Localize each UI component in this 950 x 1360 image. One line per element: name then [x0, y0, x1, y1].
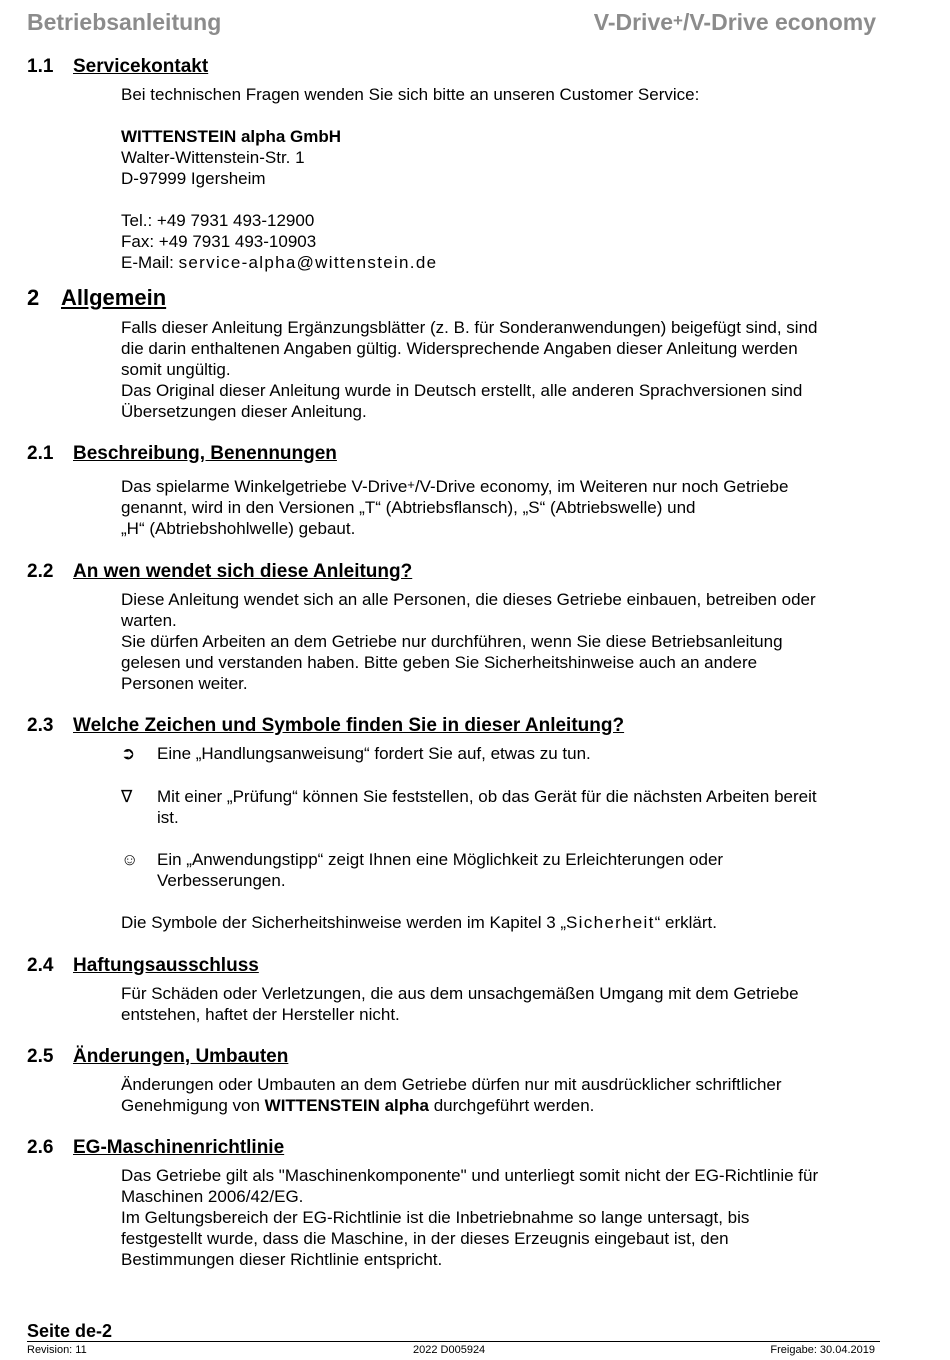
text-run: /V-Drive economy, im Weiteren nur noch Getriebe: [414, 477, 789, 496]
company-tel: Tel.: +49 7931 493-12900: [121, 211, 315, 230]
revision-label: Revision: 11: [27, 1344, 87, 1356]
product-name-post: /V-Drive economy: [682, 9, 876, 35]
product-name: [594, 8, 876, 36]
section-title: Servicekontakt: [73, 56, 209, 77]
paragraph-line: festgestellt wurde, dass die Maschine, in der dieses Erzeugnis eingebaut ist, den: [121, 1229, 729, 1248]
section-heading-2-4: [27, 955, 259, 977]
section-heading-2-5: [27, 1046, 288, 1068]
text-run: durchgeführt werden.: [429, 1096, 595, 1115]
text-run: Das spielarme Winkelgetriebe V-Drive: [121, 477, 408, 496]
section-title: An wen wendet sich diese Anleitung?: [73, 561, 413, 582]
section-number: 2.6: [27, 1137, 54, 1158]
paragraph-line: Änderungen oder Umbauten an dem Getriebe dürfen nur mit ausdrücklicher schriftlicher: [121, 1075, 782, 1094]
instruction-arrow-icon: ➲: [121, 744, 136, 763]
product-name-pre: V-Drive: [593, 9, 674, 35]
section-number: 2.2: [27, 561, 54, 582]
company-email-line: [121, 252, 881, 273]
symbol-description: Mit einer „Prüfung“ können Sie feststellen, ob das Gerät für die nächsten Arbeiten bereit: [157, 787, 817, 806]
section-title: EG-Maschinenrichtlinie: [73, 1137, 285, 1158]
section-number: 2.3: [27, 715, 54, 736]
service-intro: Bei technischen Fragen wenden Sie sich bitte an unseren Customer Service:: [121, 85, 700, 104]
company-mention: WITTENSTEIN alpha: [264, 1096, 429, 1115]
paragraph-line: Sie dürfen Arbeiten an dem Getriebe nur durchführen, wenn Sie diese Betriebsanleitung: [121, 632, 783, 651]
symbol-description: Eine „Handlungsanweisung“ fordert Sie auf, etwas zu tun.: [157, 744, 591, 763]
smiley-tip-icon: ☺: [121, 850, 139, 869]
paragraph-line: Falls dieser Anleitung Ergänzungsblätter (z. B. für Sonderanwendungen) beigefügt sind, sind: [121, 318, 818, 337]
paragraph-line: [121, 912, 881, 933]
text-run: “ erklärt.: [654, 913, 717, 932]
text-run: Genehmigung von: [121, 1096, 265, 1115]
section-heading-1-1: [27, 56, 208, 78]
paragraph-line: Für Schäden oder Verletzungen, die aus dem unsachgemäßen Umgang mit dem Getriebe: [121, 984, 799, 1003]
company-name: WITTENSTEIN alpha GmbH: [121, 127, 342, 146]
paragraph-line: Personen weiter.: [121, 674, 248, 693]
paragraph-line: Das Original dieser Anleitung wurde in Deutsch erstellt, alle anderen Sprachversionen sind: [121, 381, 803, 400]
document-title: Betriebsanleitung: [27, 9, 222, 35]
paragraph-line: genannt, wird in den Versionen „T“ (Abtriebsflansch), „S“ (Abtriebswelle) und: [121, 498, 696, 517]
text-run: Die Symbole der Sicherheitshinweise werden im Kapitel 3 „: [121, 913, 567, 932]
paragraph-line: Bestimmungen dieser Richtlinie entspricht.: [121, 1250, 443, 1269]
document-number: 2022 D005924: [413, 1344, 486, 1356]
section-title: Änderungen, Umbauten: [73, 1046, 289, 1067]
paragraph-line: entstehen, haftet der Hersteller nicht.: [121, 1005, 400, 1024]
section-heading-2-2: [27, 561, 412, 583]
paragraph-line: somit ungültig.: [121, 360, 231, 379]
section-heading-2: [27, 285, 166, 311]
symbol-description: Ein „Anwendungstipp“ zeigt Ihnen eine Möglichkeit zu Erleichterungen oder: [157, 850, 724, 869]
section-number: 2.5: [27, 1046, 54, 1067]
symbol-description: ist.: [157, 808, 179, 827]
section-title: Beschreibung, Benennungen: [73, 443, 337, 464]
email-label: E-Mail:: [121, 253, 179, 272]
company-fax: Fax: +49 7931 493-10903: [121, 232, 317, 251]
section-title: Allgemein: [61, 285, 167, 310]
chapter-reference: Sicherheit: [566, 913, 655, 932]
release-date: Freigabe: 30.04.2019: [770, 1344, 875, 1356]
symbol-description: Verbesserungen.: [157, 871, 286, 890]
section-number: 2: [27, 285, 40, 310]
section-title: Haftungsausschluss: [73, 955, 259, 976]
paragraph-line: Übersetzungen dieser Anleitung.: [121, 402, 367, 421]
footer-divider: [27, 1341, 880, 1342]
company-street: Walter-Wittenstein-Str. 1: [121, 148, 305, 167]
section-number: 1.1: [27, 56, 54, 77]
section-heading-2-1: [27, 443, 337, 465]
paragraph-line: gelesen und verstanden haben. Bitte geben Sie Sicherheitshinweise auch an andere: [121, 653, 758, 672]
section-number: 2.1: [27, 443, 54, 464]
paragraph-line: Diese Anleitung wendet sich an alle Personen, die dieses Getriebe einbauen, betreiben oder: [121, 590, 816, 609]
paragraph-line: Maschinen 2006/42/EG.: [121, 1187, 304, 1206]
company-city: D-97999 Igersheim: [121, 169, 266, 188]
page-number: Seite de-2: [27, 1321, 113, 1341]
check-triangle-icon: ∇: [121, 787, 133, 806]
paragraph-line: warten.: [121, 611, 177, 630]
section-heading-2-3: [27, 715, 624, 737]
paragraph-line: die darin enthaltenen Angaben gültig. Widersprechende Angaben dieser Anleitung werden: [121, 339, 798, 358]
paragraph-line: Das Getriebe gilt als "Maschinenkomponente" und unterliegt somit nicht der EG-Richtlinie für: [121, 1166, 819, 1185]
email-address: service-alpha@wittenstein.de: [178, 253, 438, 272]
paragraph-line: Im Geltungsbereich der EG-Richtlinie ist die Inbetriebnahme so lange untersagt, bis: [121, 1208, 750, 1227]
section-number: 2.4: [27, 955, 54, 976]
paragraph-line: [121, 1095, 881, 1116]
product-name-sup: +: [673, 11, 683, 30]
paragraph-line: „H“ (Abtriebshohlwelle) gebaut.: [121, 519, 356, 538]
section-heading-2-6: [27, 1137, 284, 1159]
paragraph-line: [121, 476, 881, 497]
superscript: +: [407, 477, 415, 492]
section-title: Welche Zeichen und Symbole finden Sie in dieser Anleitung?: [73, 715, 625, 736]
